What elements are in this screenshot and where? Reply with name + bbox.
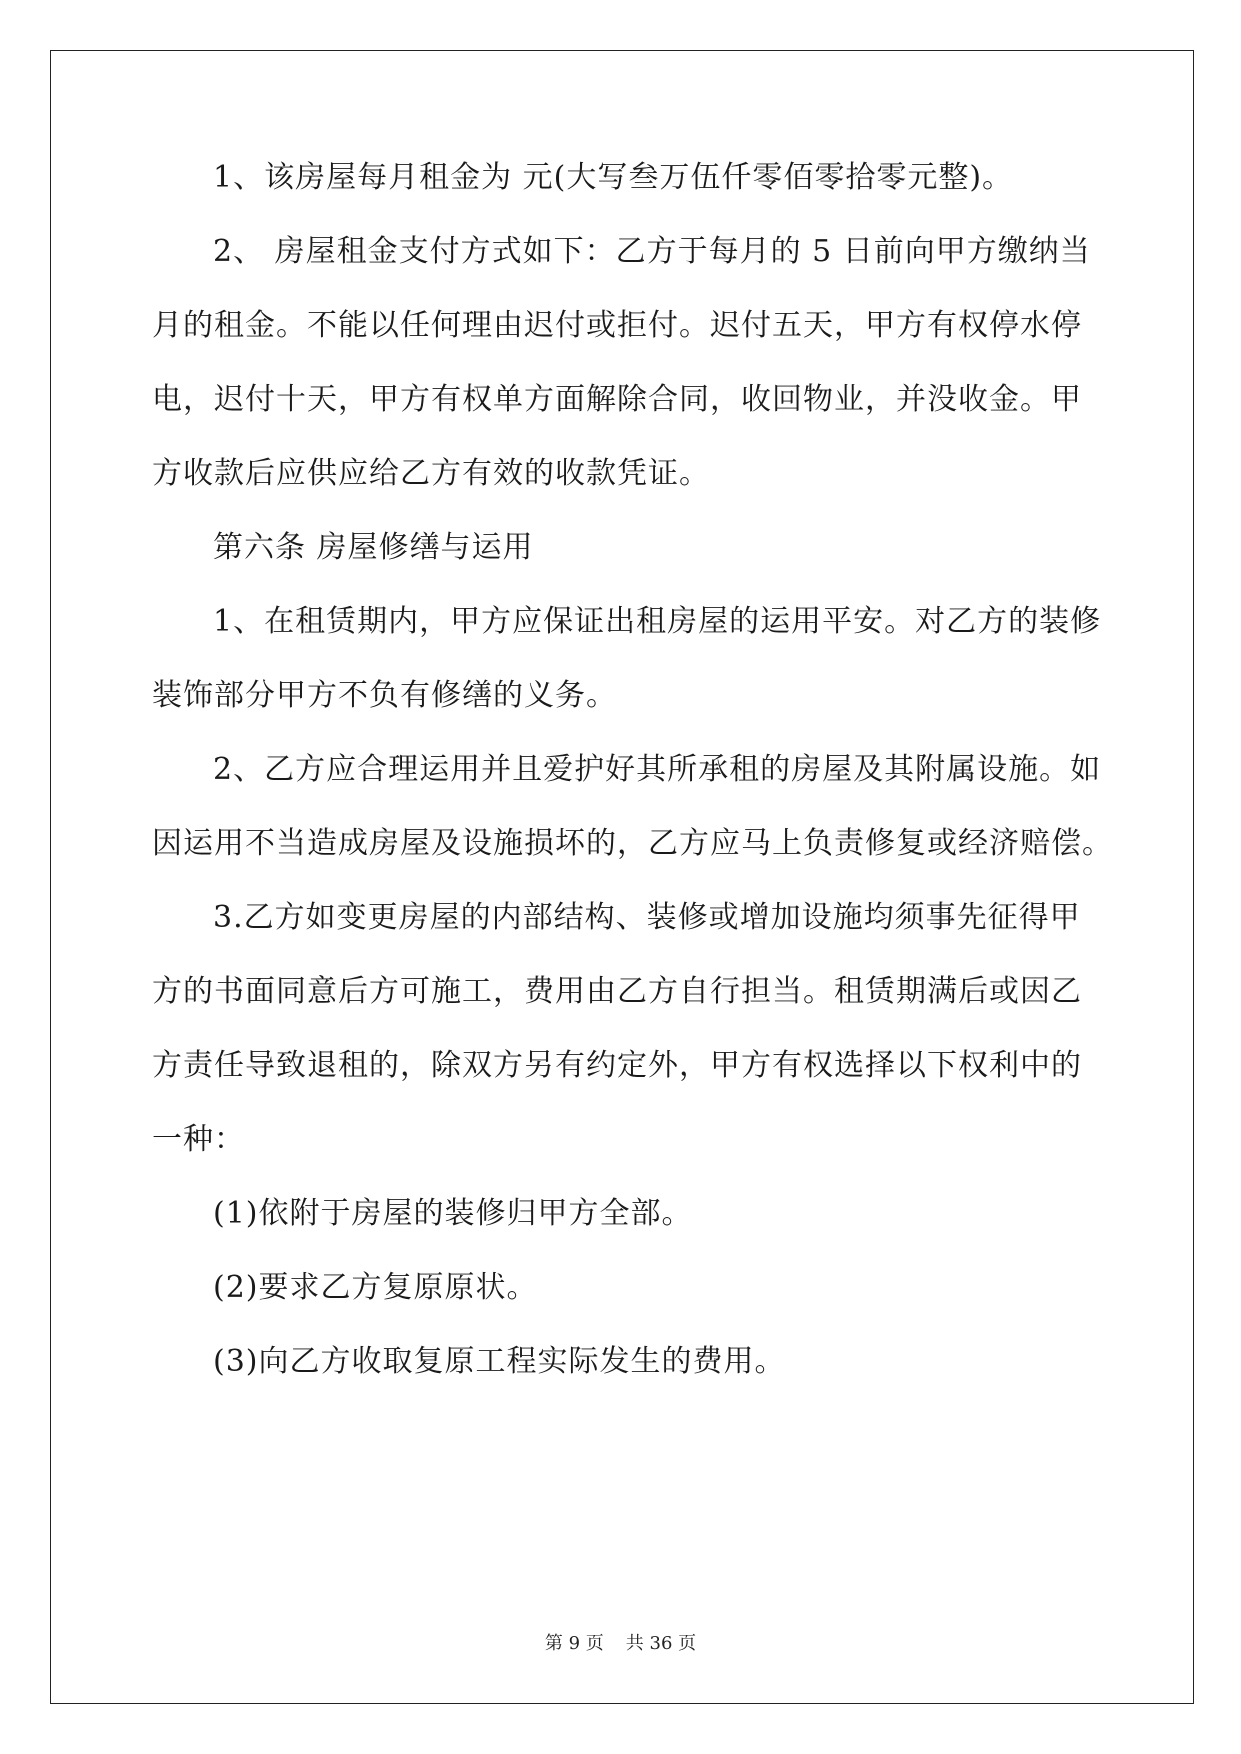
page-border: [50, 50, 1194, 1704]
list-item: (1)依附于房屋的装修归甲方全部。: [213, 1196, 693, 1231]
page-number: 第 9 页: [544, 1633, 604, 1654]
paragraph-line: 电，迟付十天，甲方有权单方面解除合同，收回物业，并没收金。甲: [152, 382, 1082, 417]
paragraph-line: 方的书面同意后方可施工，费用由乙方自行担当。租赁期满后或因乙: [152, 974, 1082, 1009]
paragraph-line: 1、该房屋每月租金为 元(大写叁万伍仟零佰零拾零元整)。: [213, 160, 1014, 195]
paragraph-line: 装饰部分甲方不负有修缮的义务。: [152, 678, 617, 713]
list-item: (3)向乙方收取复原工程实际发生的费用。: [213, 1344, 786, 1379]
section-heading: 第六条 房屋修缮与运用: [213, 530, 534, 565]
paragraph-line: 2、 房屋租金支付方式如下：乙方于每月的 5 日前向甲方缴纳当: [213, 234, 1091, 269]
paragraph-line: 1、在租赁期内，甲方应保证出租房屋的运用平安。对乙方的装修: [213, 604, 1102, 639]
list-item: (2)要求乙方复原原状。: [213, 1270, 538, 1305]
page-footer: [0, 1632, 1241, 1656]
paragraph-line: 3.乙方如变更房屋的内部结构、装修或增加设施均须事先征得甲: [213, 900, 1081, 935]
paragraph-line: 一种：: [152, 1122, 245, 1157]
paragraph-line: 2、乙方应合理运用并且爱护好其所承租的房屋及其附属设施。如: [213, 752, 1102, 787]
paragraph-line: 方收款后应供应给乙方有效的收款凭证。: [152, 456, 710, 491]
paragraph-line: 方责任导致退租的，除双方另有约定外，甲方有权选择以下权利中的: [152, 1048, 1082, 1083]
page-total: 共 36 页: [625, 1633, 697, 1654]
paragraph-line: 因运用不当造成房屋及设施损坏的，乙方应马上负责修复或经济赔偿。: [152, 826, 1113, 861]
paragraph-line: 月的租金。不能以任何理由迟付或拒付。迟付五天，甲方有权停水停: [152, 308, 1082, 343]
